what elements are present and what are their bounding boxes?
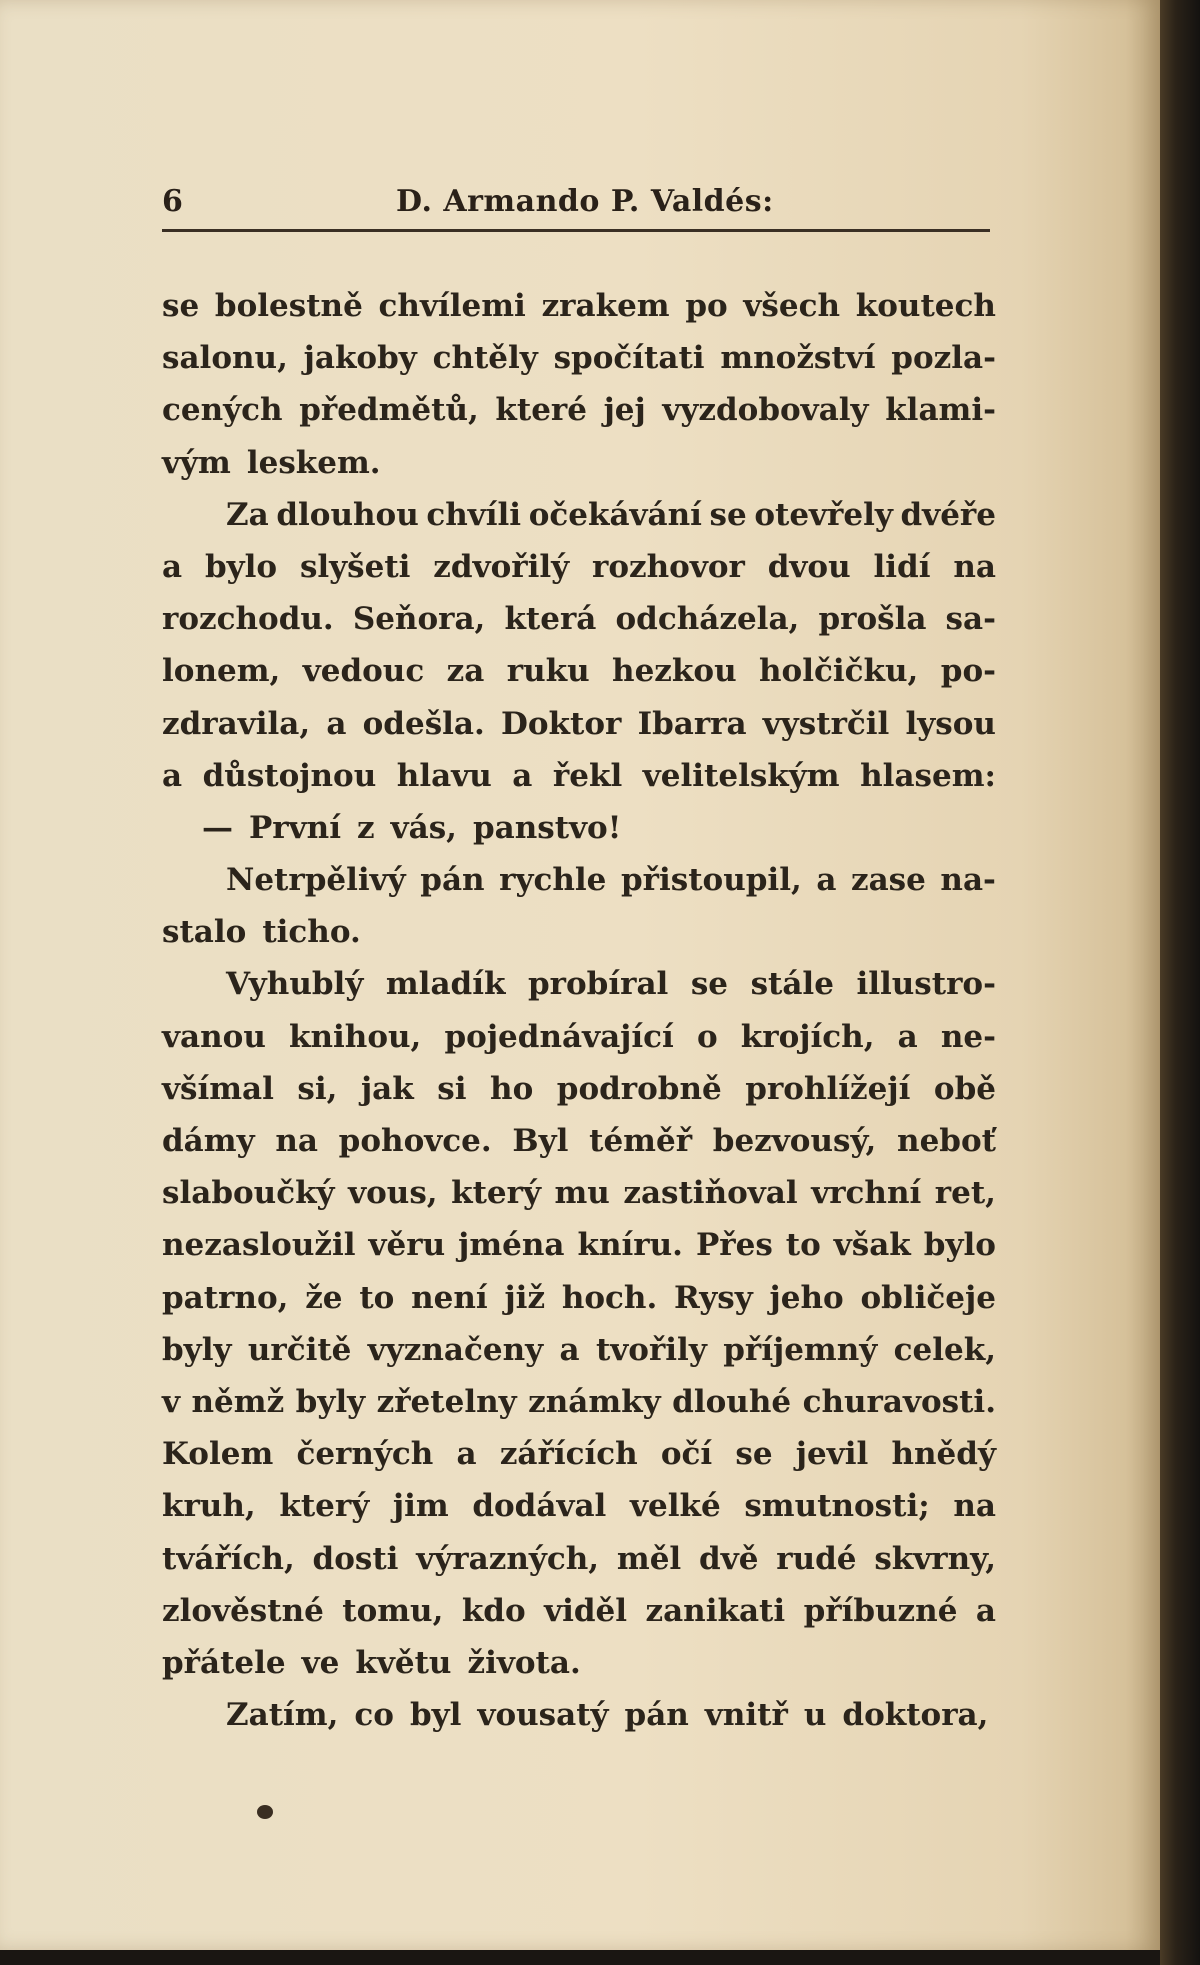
text-line: se bolestně chvílemi zrakem po všech koutech bbox=[162, 288, 996, 324]
text-line: lonem, vedouc za ruku hezkou holčičku, po- bbox=[162, 653, 996, 690]
text-line: kruh, který jim dodával velké smutnosti; na bbox=[162, 1488, 996, 1525]
text-line: cených předmětů, které jej vyzdobovaly klami- bbox=[162, 392, 996, 429]
text-line: byly určitě vyznačeny a tvořily příjemný celek, bbox=[162, 1331, 996, 1368]
text-line: Zatím, co byl vousatý pán vnitř u doktora, bbox=[226, 1697, 989, 1734]
text-line: v němž byly zřetelny známky dlouhé churavosti. bbox=[162, 1383, 996, 1420]
text-line: vanou knihou, pojednávající o krojích, a ne- bbox=[162, 1018, 996, 1055]
book-binding-edge bbox=[1160, 0, 1200, 1965]
ink-spot bbox=[257, 1805, 273, 1819]
text-line: Netrpělivý pán rychle přistoupil, a zase na- bbox=[226, 862, 996, 899]
text-line: a bylo slyšeti zdvořilý rozhovor dvou lidí na bbox=[162, 548, 996, 585]
text-line: zlověstné tomu, kdo viděl zanikati příbuzné a bbox=[162, 1592, 996, 1629]
text-line: Za dlouhou chvíli očekávání se otevřely dvéře bbox=[226, 496, 996, 533]
text-line: a důstojnou hlavu a řekl velitelským hlasem: bbox=[162, 757, 996, 794]
page-bottom-shadow bbox=[0, 1950, 1160, 1965]
text-line: nezasloužil věru jména kníru. Přes to však bylo bbox=[162, 1227, 996, 1264]
text-line: Kolem černých a zářících očí se jevil hnědý bbox=[162, 1436, 996, 1473]
text-line: rozchodu. Seňora, která odcházela, prošla sa- bbox=[162, 601, 996, 638]
text-line: Vyhublý mladík probíral se stále illustro- bbox=[226, 966, 996, 1003]
text-line: přátele ve květu života. bbox=[162, 1644, 581, 1681]
header-rule bbox=[162, 229, 990, 232]
page-number: 6 bbox=[162, 184, 183, 219]
text-line: stalo ticho. bbox=[162, 914, 361, 951]
text-line: salonu, jakoby chtěly spočítati množství pozla- bbox=[162, 340, 996, 377]
text-line: tvářích, dosti výrazných, měl dvě rudé skvrny, bbox=[162, 1540, 996, 1577]
body-text bbox=[162, 280, 996, 1741]
text-line: vým leskem. bbox=[162, 444, 381, 481]
text-line: všímal si, jak si ho podrobně prohlížejí obě bbox=[162, 1070, 996, 1107]
page-header bbox=[162, 176, 990, 226]
running-title: D. Armando P. Valdés: bbox=[396, 184, 774, 219]
text-line: slaboučký vous, který mu zastiňoval vrchní ret, bbox=[162, 1175, 996, 1212]
text-line: patrno, že to není již hoch. Rysy jeho obličeje bbox=[162, 1279, 996, 1316]
text-line: dámy na pohovce. Byl téměř bezvousý, neboť bbox=[162, 1123, 996, 1159]
text-line: — První z vás, panstvo! bbox=[202, 809, 622, 846]
text-line: zdravila, a odešla. Doktor Ibarra vystrčil lysou bbox=[162, 705, 996, 742]
